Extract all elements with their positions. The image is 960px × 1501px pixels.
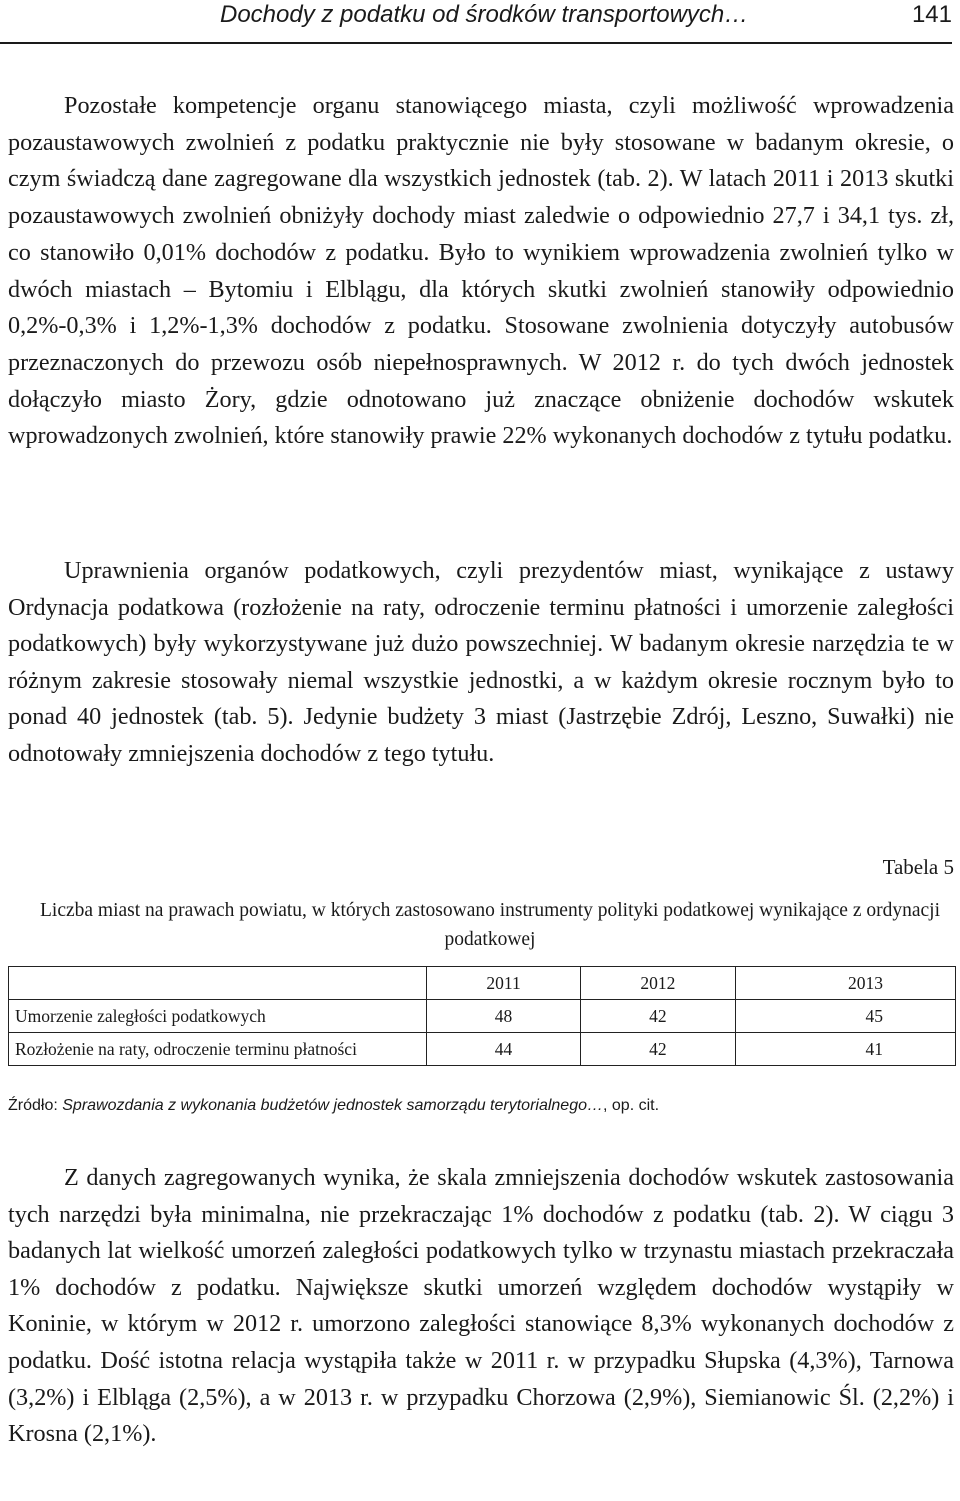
table-cell: 45 [735, 1000, 955, 1033]
table-cell: 44 [426, 1033, 580, 1066]
row-label: Umorzenie zaległości podatkowych [9, 1000, 427, 1033]
table-row [9, 1033, 956, 1066]
data-table [8, 966, 956, 1066]
table-cell: 42 [581, 1000, 735, 1033]
body-paragraph: Pozostałe kompetencje organu stanowiącego miasta, czyli możliwość wprowadzenia pozaustawowych zwolnień z podatku praktycznie nie były stosowane w badanym okresie, o czym świadczą dane zagregowane dla wszystkich jednostek (tab. 2). W latach 2011 i 2013 skutki pozaustawowych zwolnień obniżyły dochody miast zaledwie o odpowiednio 27,7 i 34,1 tys. zł, co stanowiło 0,01% dochodów z podatku. Było to wynikiem wprowadzenia zwolnień tylko w dwóch miastach – Bytomiu i Elblągu, dla których skutki zwolnień stanowiły odpowiednio 0,2%-0,3% i 1,2%-1,3% dochodów z podatku. Stosowane zwolnienia dotyczyły autobusów przeznaczonych do przewozu osób niepełnosprawnych. W 2012 r. do tych dwóch jednostek dołączyło miasto Żory, gdzie odnotowano już znaczące obniżenie dochodów wskutek wprowadzonych zwolnień, które stanowiły prawie 22% wykonanych dochodów z tytułu podatku. [8, 92, 954, 450]
table-header-year: 2011 [426, 967, 580, 1000]
table-cell: 48 [426, 1000, 580, 1033]
body-paragraph: Uprawnienia organów podatkowych, czyli prezydentów miast, wynikające z ustawy Ordynacja podatkowa (rozłożenie na raty, odroczenie terminu płatności i umorzenie zaległości podatkowych) były wykorzystywane już dużo powszechniej. W badanym okresie narzędzia te w różnym zakresie stosowały niemal wszystkie jednostki, a w każdym okresie rocznym było to ponad 40 jednostek (tab. 5). Jedynie budżety 3 miast (Jastrzębie Zdrój, Leszno, Suwałki) nie odnotowały zmniejszenia dochodów z tego tytułu. [8, 557, 954, 767]
row-label: Rozłożenie na raty, odroczenie terminu płatności [9, 1033, 427, 1066]
table-cell: 41 [735, 1033, 955, 1066]
running-header [0, 0, 960, 44]
table-header-blank [9, 967, 427, 1000]
running-title: Dochody z podatku od środków transportowych… [220, 1, 749, 28]
table-row [9, 1000, 956, 1033]
table-caption: Liczba miast na prawach powiatu, w których zastosowano instrumenty polityki podatkowej wynikające z ordynacji podatkowej [40, 900, 940, 950]
table-header-row [9, 967, 956, 1000]
body-paragraph: Z danych zagregowanych wynika, że skala zmniejszenia dochodów wskutek zastosowania tych narzędzi była minimalna, nie przekraczając 1% dochodów z podatku (tab. 2). W ciągu 3 badanych lat wielkość umorzeń zaległości podatkowych tylko w trzynastu miastach przekraczała 1% dochodów z podatku. Największe skutki umorzeń względem dochodów wystąpiły w Koninie, w którym w 2012 r. umorzono zaległości stanowiące 8,3% wykonanych dochodów z podatku. Dość istotna relacja wystąpiła także w 2011 r. w przypadku Słupska (4,3%), Tarnowa (3,2%) i Elbląga (2,5%), a w 2013 r. w przypadku Chorzowa (2,9%), Siemianowic Śl. (2,2%) i Krosna (2,1%). [8, 1164, 954, 1448]
table-header-year: 2013 [735, 967, 955, 1000]
source-title: Sprawozdania z wykonania budżetów jednostek samorządu terytorialnego… [62, 1097, 603, 1114]
table-cell: 42 [581, 1033, 735, 1066]
header-rule [0, 42, 952, 44]
source-note [8, 1094, 659, 1118]
table-header-year: 2012 [581, 967, 735, 1000]
page-number: 141 [911, 1, 952, 28]
source-prefix: Źródło: [8, 1097, 63, 1114]
source-suffix: , op. cit. [603, 1097, 660, 1114]
table-label: Tabela 5 [882, 855, 954, 879]
